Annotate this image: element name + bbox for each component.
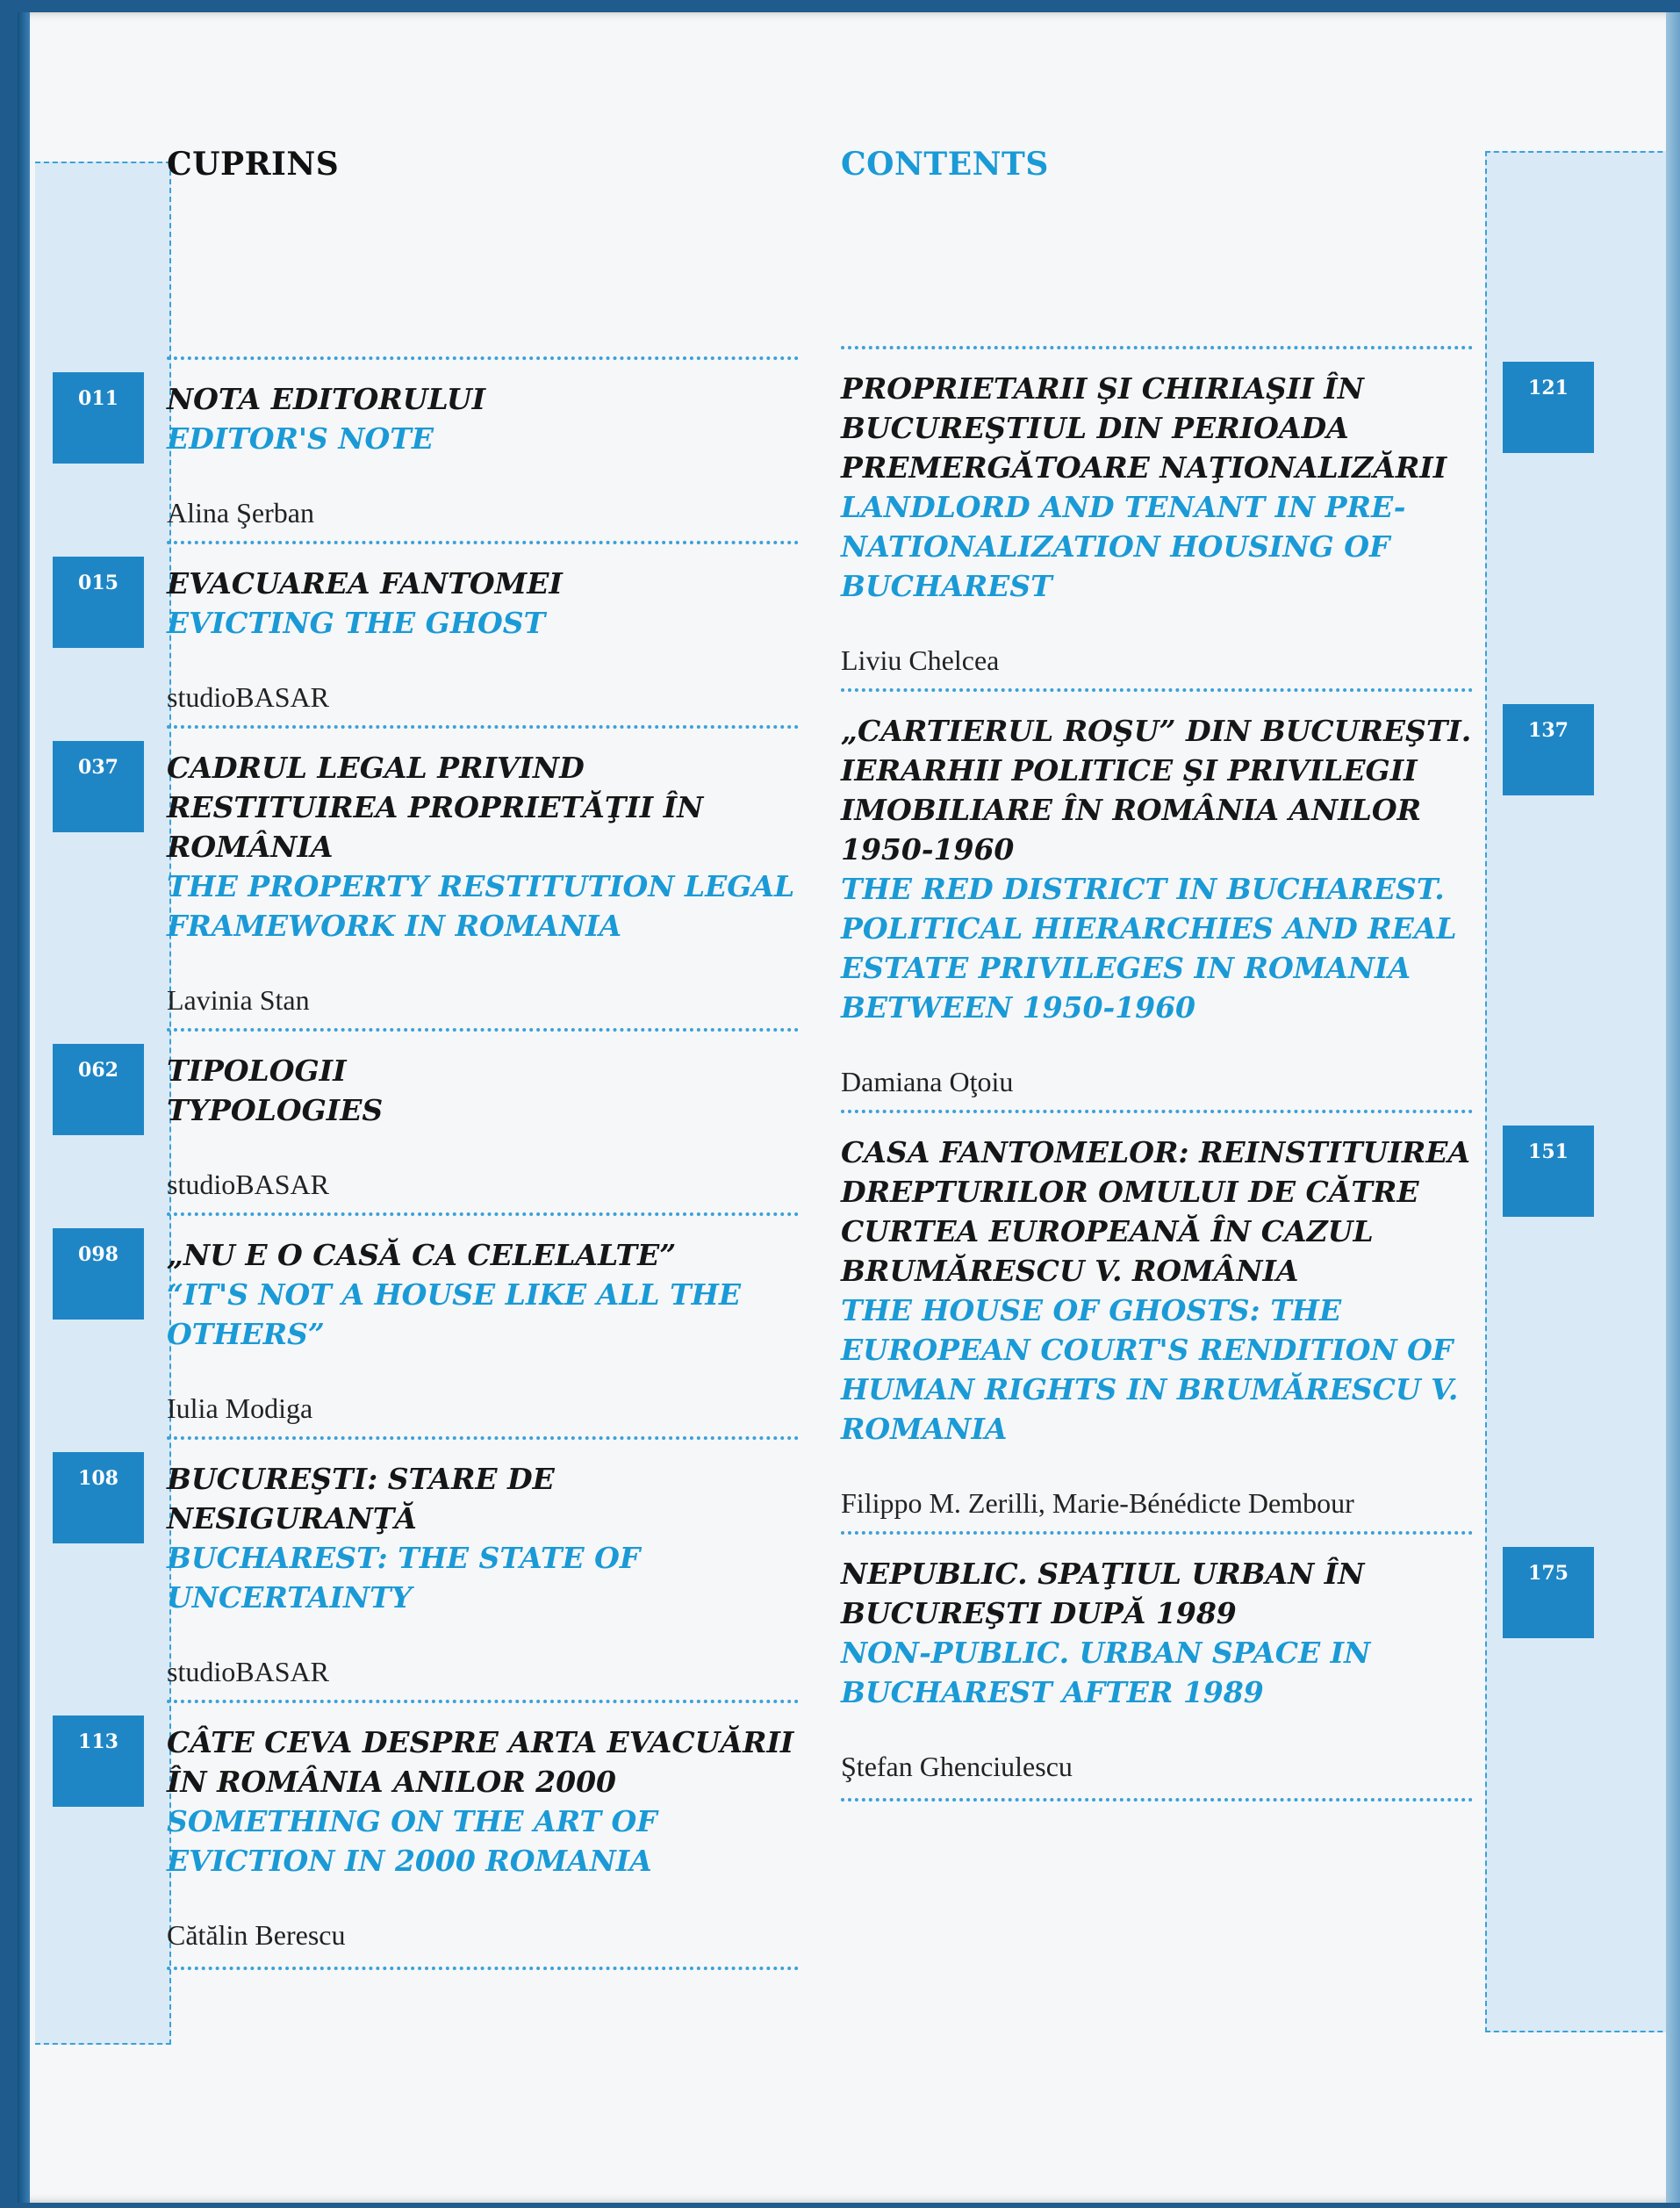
toc-entry[interactable] xyxy=(78,1212,799,1436)
title-ro: „CARTIERUL ROŞU” DIN BUCUREŞTI. IERARHII POLITICE ŞI PRIVILEGII IMOBILIARE ÎN ROMÂNIA ANILOR 1950-1960 xyxy=(841,714,1472,867)
book-page xyxy=(18,12,1680,2203)
toc-entry[interactable] xyxy=(78,356,799,541)
page-number: 121 xyxy=(1503,362,1594,453)
toc-entry[interactable] xyxy=(78,725,799,1028)
toc-entry[interactable] xyxy=(841,688,1569,1110)
page-number: 037 xyxy=(53,741,144,832)
title-ro: BUCUREŞTI: STARE DE NESIGURANŢĂ xyxy=(167,1462,555,1536)
toc-entry[interactable] xyxy=(78,1028,799,1212)
title-en: NON-PUBLIC. URBAN SPACE IN BUCHAREST AFTER 1989 xyxy=(841,1636,1371,1709)
heading-cuprins: CUPRINS xyxy=(167,146,340,183)
toc-entry[interactable] xyxy=(841,346,1569,688)
heading-contents: CONTENTS xyxy=(841,146,1049,183)
title-en: EVICTING THE GHOST xyxy=(167,606,546,640)
title-en: THE RED DISTRICT IN BUCHAREST. POLITICAL HIERARCHIES AND REAL ESTATE PRIVILEGES IN ROMANIA BETWEEN 1950-1960 xyxy=(841,872,1457,1025)
toc-entry[interactable] xyxy=(78,541,799,725)
toc-column-left xyxy=(78,356,799,1970)
title-ro: NOTA EDITORULUI xyxy=(167,382,486,416)
author: studioBASAR xyxy=(167,681,329,713)
title-en: EDITOR'S NOTE xyxy=(167,421,434,456)
author: studioBASAR xyxy=(167,1656,329,1687)
page-number: 108 xyxy=(53,1452,144,1543)
divider xyxy=(841,1798,1473,1802)
author: Lavinia Stan xyxy=(167,984,310,1016)
author: Alina Şerban xyxy=(167,497,314,529)
page-number: 175 xyxy=(1503,1547,1594,1638)
title-ro: „NU E O CASĂ CA CELELALTE” xyxy=(167,1238,677,1272)
author: Ştefan Ghenciulescu xyxy=(841,1751,1073,1782)
spine-right xyxy=(1666,12,1680,2203)
title-en: “IT'S NOT A HOUSE LIKE ALL THE OTHERS” xyxy=(167,1277,741,1351)
toc-entry[interactable] xyxy=(78,1700,799,1963)
toc-column-right xyxy=(841,346,1569,1802)
page-number: 151 xyxy=(1503,1126,1594,1217)
page-number: 015 xyxy=(53,557,144,648)
title-en: THE PROPERTY RESTITUTION LEGAL FRAMEWORK IN ROMANIA xyxy=(167,869,795,943)
title-ro: NEPUBLIC. SPAŢIUL URBAN ÎN BUCUREŞTI DUPĂ 1989 xyxy=(841,1557,1365,1630)
title-ro: CADRUL LEGAL PRIVIND RESTITUIREA PROPRIETĂŢII ÎN ROMÂNIA xyxy=(167,751,704,864)
divider xyxy=(167,1967,799,1970)
page-number: 137 xyxy=(1503,704,1594,795)
author: Iulia Modiga xyxy=(167,1392,313,1424)
spine-left xyxy=(18,12,30,2203)
author: Filippo M. Zerilli, Marie-Bénédicte Dembour xyxy=(841,1487,1354,1519)
author: Damiana Oţoiu xyxy=(841,1066,1014,1097)
title-en: LANDLORD AND TENANT IN PRE-NATIONALIZATION HOUSING OF BUCHAREST xyxy=(841,490,1406,603)
author: studioBASAR xyxy=(167,1169,329,1200)
page-number: 098 xyxy=(53,1228,144,1320)
author: Cătălin Berescu xyxy=(167,1919,346,1951)
toc-entry[interactable] xyxy=(841,1110,1569,1531)
title-ro: CÂTE CEVA DESPRE ARTA EVACUĂRII ÎN ROMÂNIA ANILOR 2000 xyxy=(167,1725,794,1799)
title-en: SOMETHING ON THE ART OF EVICTION IN 2000 ROMANIA xyxy=(167,1804,657,1878)
page-number: 011 xyxy=(53,372,144,464)
page-number: 113 xyxy=(53,1715,144,1807)
toc-entry[interactable] xyxy=(841,1531,1569,1794)
toc-entry[interactable] xyxy=(78,1436,799,1700)
title-en: BUCHAREST: THE STATE OF UNCERTAINTY xyxy=(167,1541,641,1615)
title-ro: CASA FANTOMELOR: REINSTITUIREA DREPTURILOR OMULUI DE CĂTRE CURTEA EUROPEANĂ ÎN CAZUL BRUMĂRESCU V. ROMÂNIA xyxy=(841,1135,1471,1288)
author: Liviu Chelcea xyxy=(841,644,1000,676)
title-en: TYPOLOGIES xyxy=(167,1093,384,1127)
title-ro: EVACUAREA FANTOMEI xyxy=(167,566,563,601)
title-ro: PROPRIETARII ŞI CHIRIAŞII ÎN BUCUREŞTIUL DIN PERIOADA PREMERGĂTOARE NAŢIONALIZĂRII xyxy=(841,371,1447,485)
title-en: THE HOUSE OF GHOSTS: THE EUROPEAN COURT'S RENDITION OF HUMAN RIGHTS IN BRUMĂRESCU V. ROMANIA xyxy=(841,1293,1459,1446)
page-number: 062 xyxy=(53,1044,144,1135)
title-ro: TIPOLOGII xyxy=(167,1054,347,1088)
